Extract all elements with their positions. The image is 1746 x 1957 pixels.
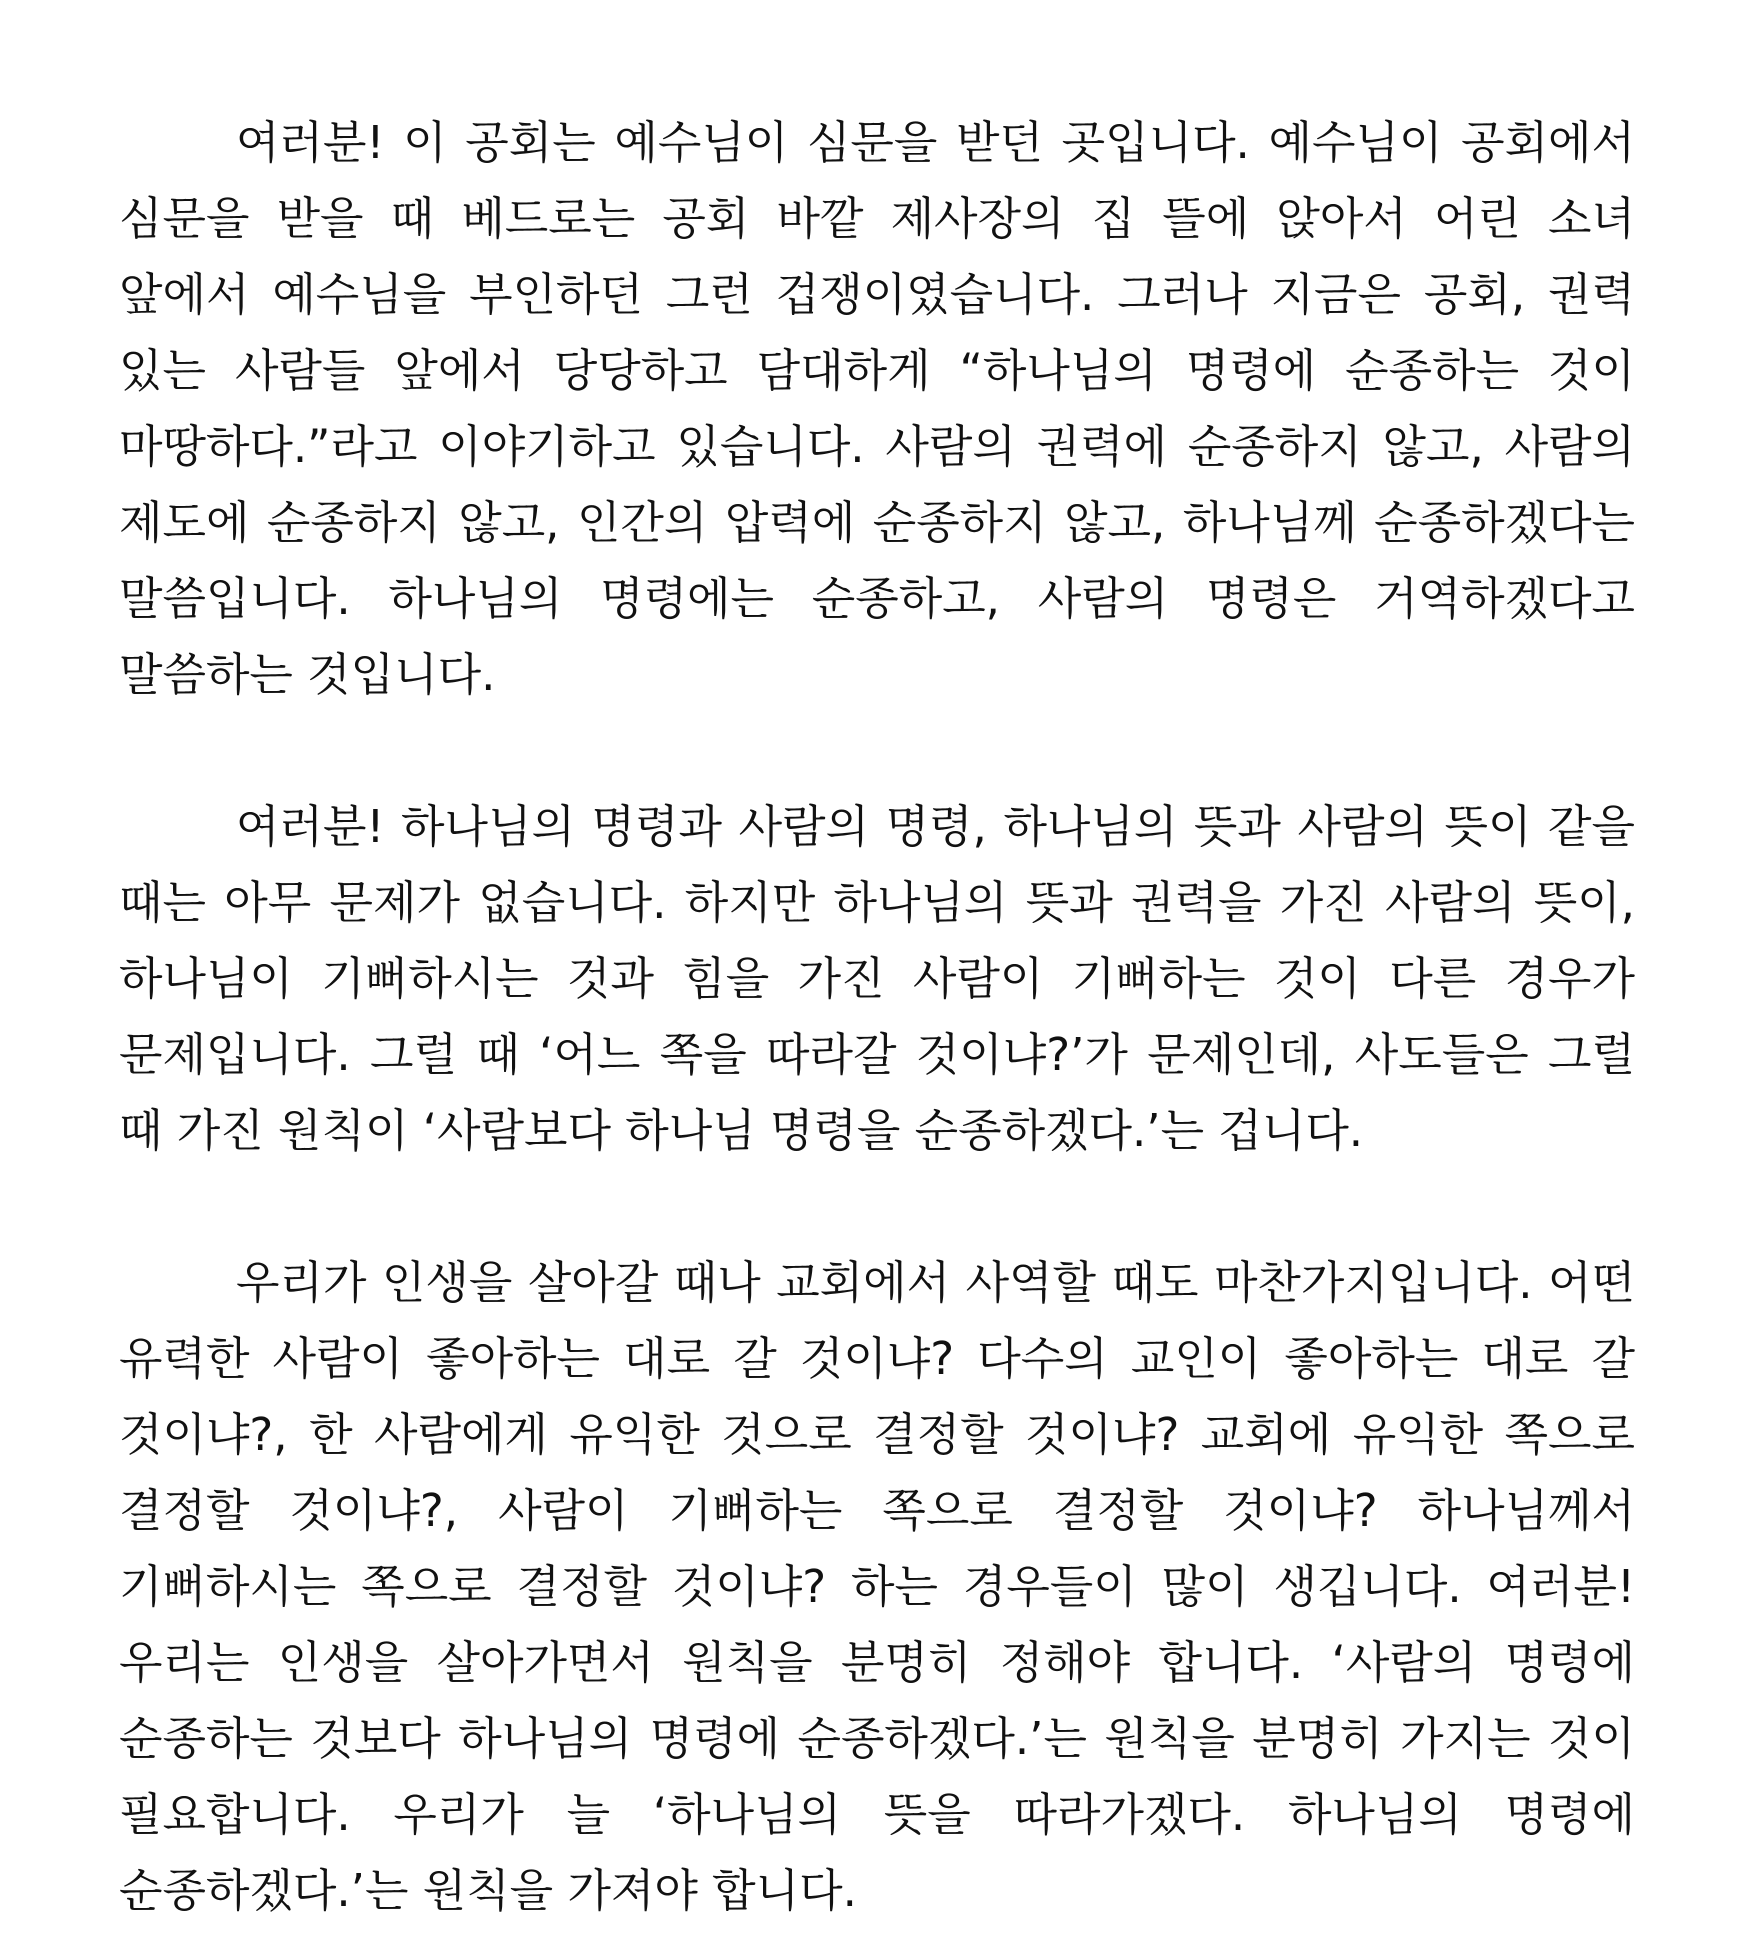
paragraph-1: 여러분! 이 공회는 예수님이 심문을 받던 곳입니다. 예수님이 공회에서 심문을 받을 때 베드로는 공회 바깥 제사장의 집 뜰에 앉아서 어린 소녀 앞에서 예수님을 부인하던 그런 겁쟁이였습니다. 그러나 지금은 공회, 권력 있는 사람들 앞에서 당당하고 담대하게 “하나님의 명령에 순종하는 것이 마땅하다.”라고 이야기하고 있습니다. 사람의 권력에 순종하지 않고, 사람의 제도에 순종하지 않고, 인간의 압력에 순종하지 않고, 하나님께 순종하겠다는 말씀입니다. 하나님의 명령에는 순종하고, 사람의 명령은 거역하겠다고 말씀하는 것입니다.: [119, 116, 1635, 701]
paragraph-3: 우리가 인생을 살아갈 때나 교회에서 사역할 때도 마찬가지입니다. 어떤 유력한 사람이 좋아하는 대로 갈 것이냐? 다수의 교인이 좋아하는 대로 갈 것이냐?, 한 사람에게 유익한 것으로 결정할 것이냐? 교회에 유익한 쪽으로 결정할 것이냐?, 사람이 기뻐하는 쪽으로 결정할 것이냐? 하나님께서 기뻐하시는 쪽으로 결정할 것이냐? 하는 경우들이 많이 생깁니다. 여러분! 우리는 인생을 살아가면서 원칙을 분명히 정해야 합니다. ‘사람의 명령에 순종하는 것보다 하나님의 명령에 순종하겠다.’는 원칙을 분명히 가지는 것이 필요합니다. 우리가 늘 ‘하나님의 뜻을 따라가겠다. 하나님의 명령에 순종하겠다.’는 원칙을 가져야 합니다.: [119, 1256, 1635, 1917]
paragraph-2: 여러분! 하나님의 명령과 사람의 명령, 하나님의 뜻과 사람의 뜻이 같을 때는 아무 문제가 없습니다. 하지만 하나님의 뜻과 권력을 가진 사람의 뜻이, 하나님이 기뻐하시는 것과 힘을 가진 사람이 기뻐하는 것이 다른 경우가 문제입니다. 그럴 때 ‘어느 쪽을 따라갈 것이냐?’가 문제인데, 사도들은 그럴 때 가진 원칙이 ‘사람보다 하나님 명령을 순종하겠다.’는 겁니다.: [119, 800, 1635, 1157]
document-body: [119, 105, 1635, 1929]
